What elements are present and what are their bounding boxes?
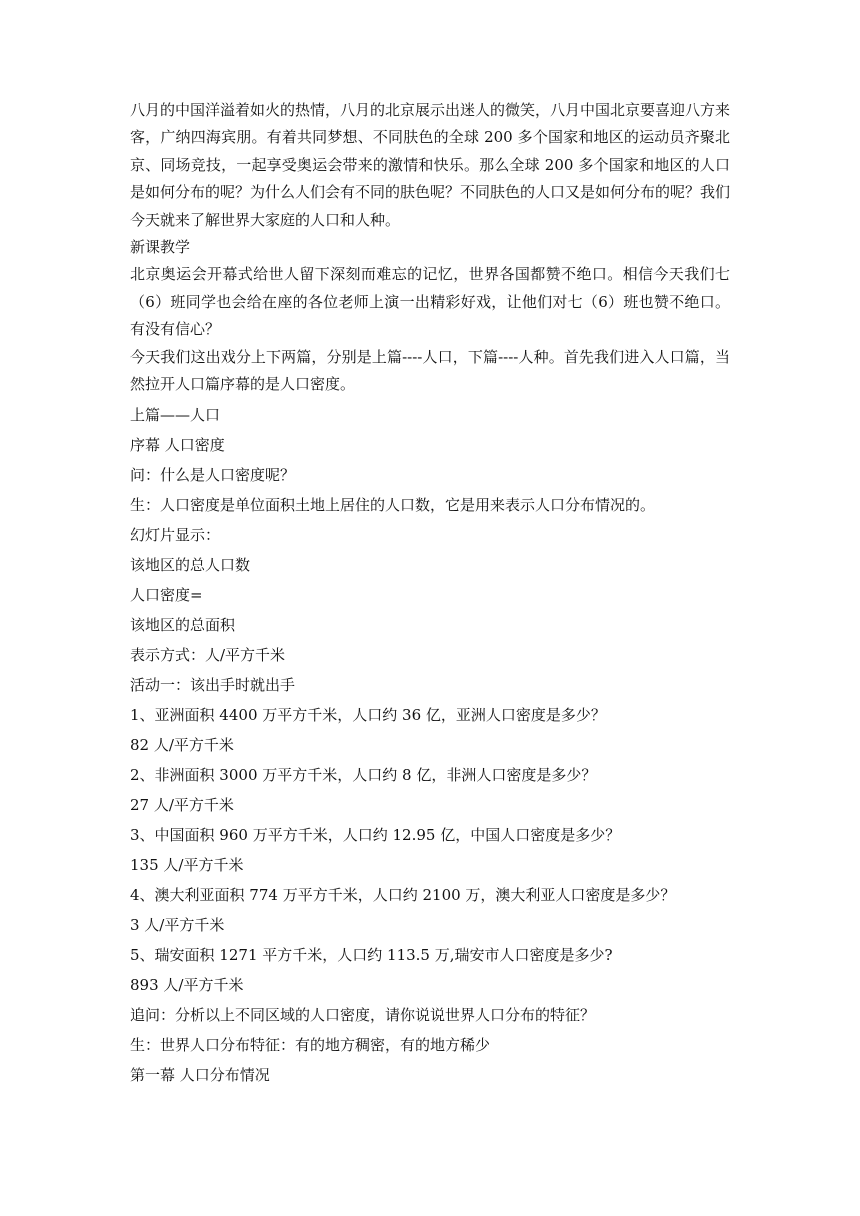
answer-3: 135 人/平方千米 bbox=[130, 856, 244, 875]
activity-title: 活动一：该出手时就出手 bbox=[130, 676, 296, 695]
opening-ceremony-paragraph: 北京奥运会开幕式给世人留下深刻而难忘的记忆，世界各国都赞不绝口。相信今天我们七（6）班同学也会给在座的各位老师上演一出精彩好戏，让他们对七（6）班也赞不绝口。有没有信心？ bbox=[130, 265, 730, 339]
formula-denominator: 该地区的总面积 bbox=[130, 616, 236, 635]
formula-numerator: 该地区的总人口数 bbox=[130, 556, 251, 575]
act1-title: 第一幕 人口分布情况 bbox=[130, 1066, 270, 1085]
follow-up-answer: 生：世界人口分布特征：有的地方稠密，有的地方稀少 bbox=[130, 1036, 491, 1055]
question-line: 问：什么是人口密度呢？ bbox=[130, 466, 296, 485]
document-page bbox=[130, 97, 730, 1090]
unit-note: 表示方式：人/平方千米 bbox=[130, 646, 286, 665]
question-3: 3、中国面积 960 万平方千米，人口约 12.95 亿，中国人口密度是多少？ bbox=[130, 826, 621, 845]
follow-up-question: 追问：分析以上不同区域的人口密度，请你说说世界人口分布的特征？ bbox=[130, 1006, 596, 1025]
answer-5: 893 人/平方千米 bbox=[130, 976, 244, 995]
two-parts-paragraph: 今天我们这出戏分上下两篇，分别是上篇----人口，下篇----人种。首先我们进入人口篇，当然拉开人口篇序幕的是人口密度。 bbox=[130, 347, 730, 394]
intro-paragraph: 八月的中国洋溢着如火的热情，八月的北京展示出迷人的微笑，八月中国北京要喜迎八方来客，广纳四海宾朋。有着共同梦想、不同肤色的全球 200 多个国家和地区的运动员齐聚北京、同场竞技，一起享受奥运会带来的激情和快乐。那么全球 200 多个国家和地区的人口是如何分布的呢？为什么人们会有不同的肤色呢？不同肤色的人口又是如何分布的呢？我们今天就来了解世界大家庭的人口和人种。 bbox=[130, 101, 731, 229]
question-1: 1、亚洲面积 4400 万平方千米，人口约 36 亿，亚洲人口密度是多少？ bbox=[130, 706, 606, 725]
question-2: 2、非洲面积 3000 万平方千米，人口约 8 亿，非洲人口密度是多少？ bbox=[130, 766, 597, 785]
question-4: 4、澳大利亚面积 774 万平方千米，人口约 2100 万，澳大利亚人口密度是多少？ bbox=[130, 886, 676, 905]
answer-line: 生：人口密度是单位面积土地上居住的人口数，它是用来表示人口分布情况的。 bbox=[130, 496, 656, 515]
answer-1: 82 人/平方千米 bbox=[130, 736, 234, 755]
formula-label: 人口密度= bbox=[130, 586, 203, 605]
answer-2: 27 人/平方千米 bbox=[130, 796, 234, 815]
new-lesson-heading: 新课教学 bbox=[130, 238, 191, 257]
question-5: 5、瑞安面积 1271 平方千米，人口约 113.5 万,瑞安市人口密度是多少? bbox=[130, 946, 613, 965]
prologue-title: 序幕 人口密度 bbox=[130, 436, 225, 455]
part1-title: 上篇——人口 bbox=[130, 406, 221, 425]
slide-line: 幻灯片显示： bbox=[130, 526, 221, 545]
answer-4: 3 人/平方千米 bbox=[130, 916, 225, 935]
